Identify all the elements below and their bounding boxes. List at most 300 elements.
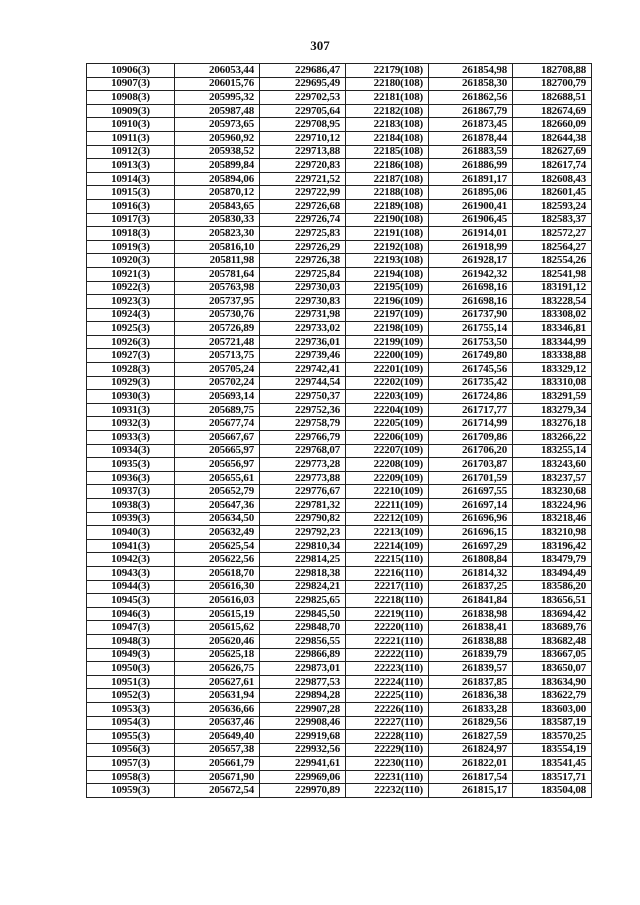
- cell-x-a: 205667,67: [175, 431, 260, 445]
- table-row: [87, 390, 592, 404]
- cell-x-a: 205693,14: [175, 390, 260, 404]
- cell-point-id-a: 10937(3): [87, 485, 175, 499]
- table-row: [87, 526, 592, 540]
- cell-point-id-a: 10952(3): [87, 689, 175, 703]
- cell-point-id-a: 10956(3): [87, 743, 175, 757]
- cell-y-a: 229713,88: [260, 145, 346, 159]
- cell-point-id-a: 10931(3): [87, 403, 175, 417]
- cell-x-b: 261745,56: [429, 363, 513, 377]
- cell-point-id-a: 10944(3): [87, 580, 175, 594]
- table-row: [87, 580, 592, 594]
- cell-point-id-b: 22226(110): [346, 702, 429, 716]
- cell-y-b: 183656,51: [513, 594, 592, 608]
- cell-point-id-a: 10949(3): [87, 648, 175, 662]
- cell-point-id-b: 22199(109): [346, 335, 429, 349]
- cell-y-b: 183279,34: [513, 403, 592, 417]
- cell-point-id-b: 22186(108): [346, 159, 429, 173]
- cell-y-b: 183586,20: [513, 580, 592, 594]
- table-row: [87, 784, 592, 798]
- cell-y-a: 229736,01: [260, 335, 346, 349]
- cell-y-a: 229752,36: [260, 403, 346, 417]
- cell-x-a: 205671,90: [175, 770, 260, 784]
- cell-point-id-b: 22209(109): [346, 471, 429, 485]
- cell-x-b: 261886,99: [429, 159, 513, 173]
- cell-x-a: 205657,38: [175, 743, 260, 757]
- table-row: [87, 566, 592, 580]
- cell-point-id-a: 10920(3): [87, 254, 175, 268]
- cell-y-a: 229814,25: [260, 553, 346, 567]
- table-row: [87, 417, 592, 431]
- cell-y-a: 229702,53: [260, 91, 346, 105]
- cell-point-id-a: 10941(3): [87, 539, 175, 553]
- cell-y-b: 183329,12: [513, 363, 592, 377]
- cell-point-id-a: 10950(3): [87, 662, 175, 676]
- cell-point-id-a: 10906(3): [87, 64, 175, 78]
- cell-y-b: 183291,59: [513, 390, 592, 404]
- cell-point-id-b: 22223(110): [346, 662, 429, 676]
- table-row: [87, 213, 592, 227]
- cell-y-b: 182572,27: [513, 227, 592, 241]
- cell-y-b: 182541,98: [513, 267, 592, 281]
- table-row: [87, 159, 592, 173]
- cell-x-b: 261696,96: [429, 512, 513, 526]
- cell-point-id-b: 22227(110): [346, 716, 429, 730]
- cell-point-id-a: 10928(3): [87, 363, 175, 377]
- cell-y-b: 182674,69: [513, 104, 592, 118]
- cell-x-a: 205960,92: [175, 131, 260, 145]
- cell-point-id-b: 22229(110): [346, 743, 429, 757]
- page-number: 307: [310, 38, 330, 53]
- cell-y-a: 229730,83: [260, 295, 346, 309]
- cell-y-a: 229726,68: [260, 199, 346, 213]
- cell-x-a: 205702,24: [175, 376, 260, 390]
- cell-x-b: 261918,99: [429, 240, 513, 254]
- cell-y-a: 229773,88: [260, 471, 346, 485]
- cell-y-b: 183494,49: [513, 566, 592, 580]
- table-row: [87, 702, 592, 716]
- cell-y-a: 229790,82: [260, 512, 346, 526]
- cell-y-a: 229845,50: [260, 607, 346, 621]
- cell-y-b: 183346,81: [513, 322, 592, 336]
- table-row: [87, 145, 592, 159]
- cell-point-id-a: 10921(3): [87, 267, 175, 281]
- cell-point-id-a: 10909(3): [87, 104, 175, 118]
- cell-x-b: 261837,85: [429, 675, 513, 689]
- cell-y-b: 183276,18: [513, 417, 592, 431]
- table-row: [87, 458, 592, 472]
- cell-x-a: 205995,32: [175, 91, 260, 105]
- cell-x-b: 261703,87: [429, 458, 513, 472]
- cell-x-b: 261942,32: [429, 267, 513, 281]
- cell-point-id-a: 10932(3): [87, 417, 175, 431]
- cell-x-b: 261854,98: [429, 64, 513, 78]
- table-row: [87, 675, 592, 689]
- cell-y-a: 229776,67: [260, 485, 346, 499]
- cell-y-b: 182688,51: [513, 91, 592, 105]
- cell-point-id-b: 22179(108): [346, 64, 429, 78]
- cell-x-b: 261817,54: [429, 770, 513, 784]
- cell-point-id-a: 10908(3): [87, 91, 175, 105]
- table-row: [87, 267, 592, 281]
- cell-point-id-a: 10955(3): [87, 730, 175, 744]
- table-row: [87, 716, 592, 730]
- cell-x-a: 205626,75: [175, 662, 260, 676]
- cell-point-id-b: 22181(108): [346, 91, 429, 105]
- cell-y-b: 182644,38: [513, 131, 592, 145]
- cell-y-a: 229686,47: [260, 64, 346, 78]
- table-row: [87, 104, 592, 118]
- cell-point-id-a: 10910(3): [87, 118, 175, 132]
- cell-point-id-b: 22208(109): [346, 458, 429, 472]
- cell-y-a: 229726,29: [260, 240, 346, 254]
- cell-point-id-b: 22217(110): [346, 580, 429, 594]
- cell-x-a: 206053,44: [175, 64, 260, 78]
- cell-y-a: 229725,83: [260, 227, 346, 241]
- cell-point-id-b: 22225(110): [346, 689, 429, 703]
- cell-point-id-a: 10912(3): [87, 145, 175, 159]
- table-row: [87, 131, 592, 145]
- cell-y-b: 183228,54: [513, 295, 592, 309]
- table-row: [87, 431, 592, 445]
- cell-y-b: 182608,43: [513, 172, 592, 186]
- cell-point-id-b: 22221(110): [346, 634, 429, 648]
- cell-x-b: 261839,79: [429, 648, 513, 662]
- cell-x-a: 205830,33: [175, 213, 260, 227]
- cell-point-id-b: 22218(110): [346, 594, 429, 608]
- table-row: [87, 662, 592, 676]
- cell-x-a: 205615,19: [175, 607, 260, 621]
- cell-point-id-a: 10922(3): [87, 281, 175, 295]
- cell-point-id-b: 22183(108): [346, 118, 429, 132]
- cell-x-b: 261709,86: [429, 431, 513, 445]
- cell-x-b: 261836,38: [429, 689, 513, 703]
- cell-x-a: 205631,94: [175, 689, 260, 703]
- cell-x-b: 261808,84: [429, 553, 513, 567]
- table-row: [87, 349, 592, 363]
- cell-point-id-b: 22205(109): [346, 417, 429, 431]
- cell-x-a: 205620,46: [175, 634, 260, 648]
- cell-x-a: 205665,97: [175, 444, 260, 458]
- cell-y-a: 229877,53: [260, 675, 346, 689]
- cell-point-id-a: 10942(3): [87, 553, 175, 567]
- cell-x-a: 205625,54: [175, 539, 260, 553]
- cell-y-b: 183344,99: [513, 335, 592, 349]
- cell-point-id-a: 10917(3): [87, 213, 175, 227]
- cell-x-b: 261724,86: [429, 390, 513, 404]
- table-row: [87, 512, 592, 526]
- cell-x-a: 205647,36: [175, 499, 260, 513]
- cell-y-b: 183191,12: [513, 281, 592, 295]
- cell-x-b: 261862,56: [429, 91, 513, 105]
- cell-y-b: 183224,96: [513, 499, 592, 513]
- cell-point-id-b: 22204(109): [346, 403, 429, 417]
- cell-x-b: 261838,41: [429, 621, 513, 635]
- cell-x-b: 261891,17: [429, 172, 513, 186]
- cell-point-id-a: 10913(3): [87, 159, 175, 173]
- coordinates-table: [86, 63, 592, 798]
- cell-x-a: 205615,62: [175, 621, 260, 635]
- cell-y-a: 229725,84: [260, 267, 346, 281]
- cell-y-b: 183504,08: [513, 784, 592, 798]
- cell-y-b: 183255,14: [513, 444, 592, 458]
- cell-x-b: 261706,20: [429, 444, 513, 458]
- cell-y-b: 183230,68: [513, 485, 592, 499]
- cell-y-a: 229768,07: [260, 444, 346, 458]
- cell-point-id-a: 10940(3): [87, 526, 175, 540]
- cell-point-id-b: 22202(109): [346, 376, 429, 390]
- cell-point-id-b: 22185(108): [346, 145, 429, 159]
- cell-point-id-a: 10957(3): [87, 757, 175, 771]
- cell-point-id-b: 22224(110): [346, 675, 429, 689]
- table-row: [87, 730, 592, 744]
- cell-x-b: 261749,80: [429, 349, 513, 363]
- cell-y-b: 183338,88: [513, 349, 592, 363]
- table-row: [87, 77, 592, 91]
- table-row: [87, 594, 592, 608]
- cell-y-a: 229969,06: [260, 770, 346, 784]
- cell-x-b: 261735,42: [429, 376, 513, 390]
- cell-x-a: 205689,75: [175, 403, 260, 417]
- cell-y-a: 229941,61: [260, 757, 346, 771]
- cell-x-b: 261827,59: [429, 730, 513, 744]
- cell-x-b: 261814,32: [429, 566, 513, 580]
- cell-point-id-a: 10939(3): [87, 512, 175, 526]
- cell-point-id-b: 22182(108): [346, 104, 429, 118]
- cell-y-b: 183554,19: [513, 743, 592, 757]
- table-row: [87, 281, 592, 295]
- cell-x-b: 261867,79: [429, 104, 513, 118]
- cell-x-a: 205616,03: [175, 594, 260, 608]
- cell-x-b: 261900,41: [429, 199, 513, 213]
- cell-x-b: 261914,01: [429, 227, 513, 241]
- table-row: [87, 607, 592, 621]
- cell-x-a: 205843,65: [175, 199, 260, 213]
- cell-y-b: 183541,45: [513, 757, 592, 771]
- cell-point-id-b: 22212(109): [346, 512, 429, 526]
- cell-x-b: 261837,25: [429, 580, 513, 594]
- cell-x-b: 261815,17: [429, 784, 513, 798]
- cell-point-id-b: 22231(110): [346, 770, 429, 784]
- cell-point-id-a: 10914(3): [87, 172, 175, 186]
- cell-x-a: 205721,48: [175, 335, 260, 349]
- cell-point-id-b: 22215(110): [346, 553, 429, 567]
- cell-point-id-b: 22210(109): [346, 485, 429, 499]
- cell-x-a: 205713,75: [175, 349, 260, 363]
- cell-y-a: 229742,41: [260, 363, 346, 377]
- cell-x-a: 205677,74: [175, 417, 260, 431]
- cell-y-a: 229810,34: [260, 539, 346, 553]
- cell-x-b: 261822,01: [429, 757, 513, 771]
- table-row: [87, 444, 592, 458]
- cell-x-b: 261755,14: [429, 322, 513, 336]
- cell-point-id-b: 22193(108): [346, 254, 429, 268]
- cell-point-id-a: 10924(3): [87, 308, 175, 322]
- cell-y-b: 183210,98: [513, 526, 592, 540]
- cell-x-b: 261696,15: [429, 526, 513, 540]
- cell-y-b: 183667,05: [513, 648, 592, 662]
- cell-x-b: 261883,59: [429, 145, 513, 159]
- cell-x-a: 205973,65: [175, 118, 260, 132]
- cell-point-id-a: 10929(3): [87, 376, 175, 390]
- cell-y-a: 229919,68: [260, 730, 346, 744]
- cell-x-a: 205811,98: [175, 254, 260, 268]
- cell-point-id-b: 22196(109): [346, 295, 429, 309]
- cell-point-id-a: 10925(3): [87, 322, 175, 336]
- table-row: [87, 240, 592, 254]
- cell-point-id-a: 10933(3): [87, 431, 175, 445]
- cell-point-id-a: 10959(3): [87, 784, 175, 798]
- cell-point-id-a: 10919(3): [87, 240, 175, 254]
- cell-point-id-b: 22194(108): [346, 267, 429, 281]
- cell-point-id-b: 22201(109): [346, 363, 429, 377]
- cell-x-a: 205616,30: [175, 580, 260, 594]
- table-row: [87, 485, 592, 499]
- cell-y-b: 182601,45: [513, 186, 592, 200]
- table-row: [87, 254, 592, 268]
- cell-y-b: 182708,88: [513, 64, 592, 78]
- cell-point-id-a: 10930(3): [87, 390, 175, 404]
- table-row: [87, 186, 592, 200]
- cell-point-id-b: 22188(108): [346, 186, 429, 200]
- cell-y-b: 183570,25: [513, 730, 592, 744]
- cell-point-id-b: 22220(110): [346, 621, 429, 635]
- cell-x-a: 205627,61: [175, 675, 260, 689]
- cell-y-a: 229970,89: [260, 784, 346, 798]
- table-row: [87, 91, 592, 105]
- cell-y-b: 183308,02: [513, 308, 592, 322]
- table-row: [87, 403, 592, 417]
- cell-point-id-a: 10958(3): [87, 770, 175, 784]
- cell-point-id-a: 10918(3): [87, 227, 175, 241]
- cell-y-a: 229721,52: [260, 172, 346, 186]
- table-row: [87, 471, 592, 485]
- cell-point-id-a: 10907(3): [87, 77, 175, 91]
- table-row: [87, 689, 592, 703]
- cell-point-id-b: 22192(108): [346, 240, 429, 254]
- cell-point-id-b: 22216(110): [346, 566, 429, 580]
- cell-point-id-b: 22187(108): [346, 172, 429, 186]
- cell-point-id-b: 22200(109): [346, 349, 429, 363]
- cell-y-a: 229856,55: [260, 634, 346, 648]
- cell-x-a: 205730,76: [175, 308, 260, 322]
- table-row: [87, 499, 592, 513]
- cell-x-a: 205652,79: [175, 485, 260, 499]
- table-row: [87, 335, 592, 349]
- cell-x-a: 205726,89: [175, 322, 260, 336]
- cell-x-b: 261824,97: [429, 743, 513, 757]
- cell-point-id-b: 22203(109): [346, 390, 429, 404]
- cell-y-a: 229710,12: [260, 131, 346, 145]
- cell-point-id-b: 22190(108): [346, 213, 429, 227]
- cell-point-id-b: 22197(109): [346, 308, 429, 322]
- cell-y-a: 229766,79: [260, 431, 346, 445]
- cell-x-a: 205636,66: [175, 702, 260, 716]
- cell-y-b: 183310,08: [513, 376, 592, 390]
- cell-point-id-a: 10923(3): [87, 295, 175, 309]
- cell-y-b: 183218,46: [513, 512, 592, 526]
- cell-x-a: 205781,64: [175, 267, 260, 281]
- cell-y-a: 229932,56: [260, 743, 346, 757]
- cell-point-id-a: 10947(3): [87, 621, 175, 635]
- cell-x-b: 261753,50: [429, 335, 513, 349]
- cell-y-a: 229731,98: [260, 308, 346, 322]
- table-row: [87, 64, 592, 78]
- cell-point-id-b: 22191(108): [346, 227, 429, 241]
- cell-y-b: 182660,09: [513, 118, 592, 132]
- cell-x-b: 261829,56: [429, 716, 513, 730]
- cell-y-a: 229739,46: [260, 349, 346, 363]
- cell-y-b: 182564,27: [513, 240, 592, 254]
- cell-y-a: 229824,21: [260, 580, 346, 594]
- cell-x-a: 205816,10: [175, 240, 260, 254]
- cell-x-b: 261698,16: [429, 295, 513, 309]
- cell-point-id-a: 10916(3): [87, 199, 175, 213]
- cell-x-a: 205672,54: [175, 784, 260, 798]
- cell-x-b: 261873,45: [429, 118, 513, 132]
- cell-y-a: 229873,01: [260, 662, 346, 676]
- cell-x-a: 205618,70: [175, 566, 260, 580]
- cell-y-a: 229750,37: [260, 390, 346, 404]
- cell-point-id-b: 22195(109): [346, 281, 429, 295]
- cell-y-b: 183196,42: [513, 539, 592, 553]
- cell-point-id-a: 10936(3): [87, 471, 175, 485]
- cell-x-b: 261858,30: [429, 77, 513, 91]
- cell-x-a: 205899,84: [175, 159, 260, 173]
- cell-x-b: 261928,17: [429, 254, 513, 268]
- cell-y-b: 182554,26: [513, 254, 592, 268]
- table-row: [87, 295, 592, 309]
- cell-y-a: 229695,49: [260, 77, 346, 91]
- cell-point-id-a: 10953(3): [87, 702, 175, 716]
- table-row: [87, 770, 592, 784]
- table-row: [87, 539, 592, 553]
- cell-point-id-b: 22214(109): [346, 539, 429, 553]
- cell-point-id-a: 10951(3): [87, 675, 175, 689]
- cell-point-id-a: 10915(3): [87, 186, 175, 200]
- cell-point-id-a: 10934(3): [87, 444, 175, 458]
- cell-x-a: 205763,98: [175, 281, 260, 295]
- table-row: [87, 118, 592, 132]
- cell-x-a: 205625,18: [175, 648, 260, 662]
- cell-y-b: 183237,57: [513, 471, 592, 485]
- cell-x-a: 205823,30: [175, 227, 260, 241]
- cell-x-a: 205938,52: [175, 145, 260, 159]
- table-row: [87, 308, 592, 322]
- cell-y-a: 229848,70: [260, 621, 346, 635]
- cell-x-b: 261717,77: [429, 403, 513, 417]
- cell-y-b: 183587,19: [513, 716, 592, 730]
- cell-y-a: 229730,03: [260, 281, 346, 295]
- cell-x-b: 261833,28: [429, 702, 513, 716]
- cell-point-id-b: 22228(110): [346, 730, 429, 744]
- cell-y-a: 229722,99: [260, 186, 346, 200]
- cell-y-b: 183479,79: [513, 553, 592, 567]
- cell-point-id-b: 22189(108): [346, 199, 429, 213]
- cell-y-a: 229708,95: [260, 118, 346, 132]
- table-row: [87, 757, 592, 771]
- cell-y-a: 229705,64: [260, 104, 346, 118]
- cell-y-b: 183243,60: [513, 458, 592, 472]
- cell-point-id-a: 10935(3): [87, 458, 175, 472]
- cell-point-id-b: 22222(110): [346, 648, 429, 662]
- cell-y-a: 229894,28: [260, 689, 346, 703]
- cell-y-a: 229792,23: [260, 526, 346, 540]
- cell-x-b: 261737,90: [429, 308, 513, 322]
- table-row: [87, 172, 592, 186]
- cell-y-b: 182700,79: [513, 77, 592, 91]
- cell-x-a: 205634,50: [175, 512, 260, 526]
- cell-x-a: 205622,56: [175, 553, 260, 567]
